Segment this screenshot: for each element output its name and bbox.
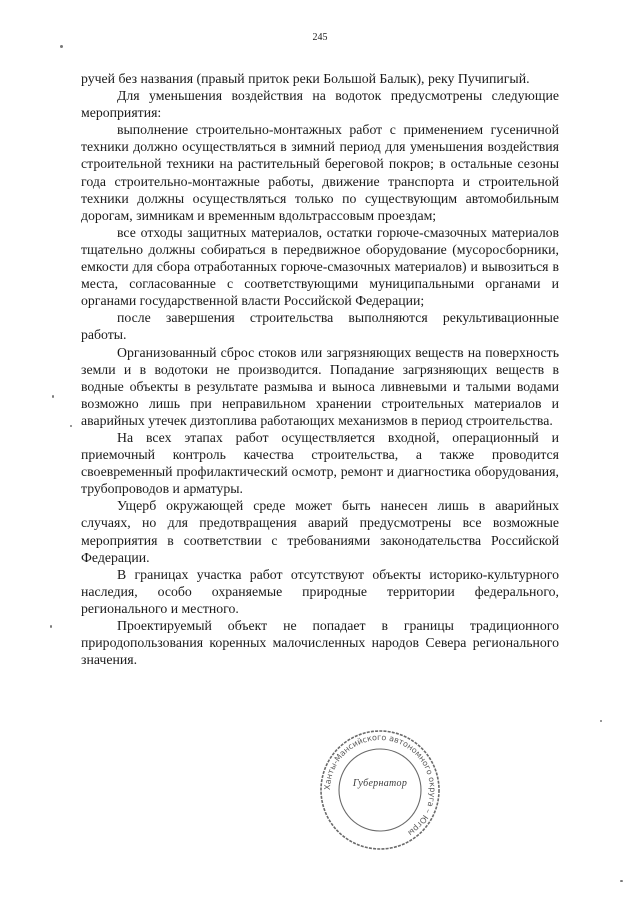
stamp-ring-text: Ханты-Мансийского автономного округа – Югры: [322, 732, 438, 838]
paragraph: Ущерб окружающей среде может быть нанесен лишь в аварийных случаях, но для предотвращения аварий предусмотрены все возможные мероприятия в соответствии с требованиями законодательства Российской Федерации.: [81, 498, 559, 565]
stamp-label: Губернатор: [352, 778, 408, 789]
scan-speck: [620, 880, 623, 882]
official-stamp: [318, 728, 442, 852]
scan-speck: [600, 720, 602, 722]
paragraph: Организованный сброс стоков или загрязняющих веществ на поверхность земли и в водотоки не производится. Попадание загрязняющих веществ в водные объекты в результате размыва и выноса ливневыми и талыми водами возможно лишь при неправильном хранении строительных материалов и аварийных утечек дизтоплива работающих механизмов в период строительства.: [81, 344, 559, 428]
paragraph: Проектируемый объект не попадает в границы традиционного природопользования коренных малочисленных народов Севера регионального значения.: [81, 618, 559, 668]
paragraph: все отходы защитных материалов, остатки горюче-смазочных материалов тщательно должны собираться в передвижное оборудование (мусоросборники, емкости для сбора отработанных горюче-смазочных материалов) и вывозиться в места, согласованные с соответствующими муниципальными органами и органами государственной власти Российской Федерации;: [81, 224, 559, 309]
scan-speck: [52, 395, 54, 398]
paragraph: В границах участка работ отсутствуют объекты историко-культурного наследия, особо охраняемые природные территории федерального, регионального и местного.: [81, 566, 559, 616]
scan-speck: [70, 425, 72, 427]
paragraph: после завершения строительства выполняются рекультивационные работы.: [81, 310, 559, 343]
body-text: [81, 70, 559, 668]
paragraph: На всех этапах работ осуществляется входной, операционный и приемочный контроль качества строительства, а также проводится своевременный профилактический осмотр, ремонт и диагностика оборудования, трубопроводов и арматуры.: [81, 429, 559, 497]
stamp-seal-icon: [318, 728, 442, 852]
paragraph: выполнение строительно-монтажных работ с применением гусеничной техники должно осуществляться в зимний период для уменьшения воздействия строительной техники на растительный береговой покров; в остальные сезоны года строительно-монтажные работы, движение транспорта и строительной техники должны осуществляться только по существующим автомобильным дорогам, зимникам и временным вдольтрассовым проездам;: [81, 122, 559, 223]
scan-speck: [50, 625, 52, 628]
paragraph: ручей без названия (правый приток реки Большой Балык), реку Пучипигый.: [81, 71, 530, 86]
paragraph: Для уменьшения воздействия на водоток предусмотрены следующие мероприятия:: [81, 88, 559, 121]
page-number: 245: [312, 32, 328, 43]
scan-speck: [60, 45, 63, 48]
